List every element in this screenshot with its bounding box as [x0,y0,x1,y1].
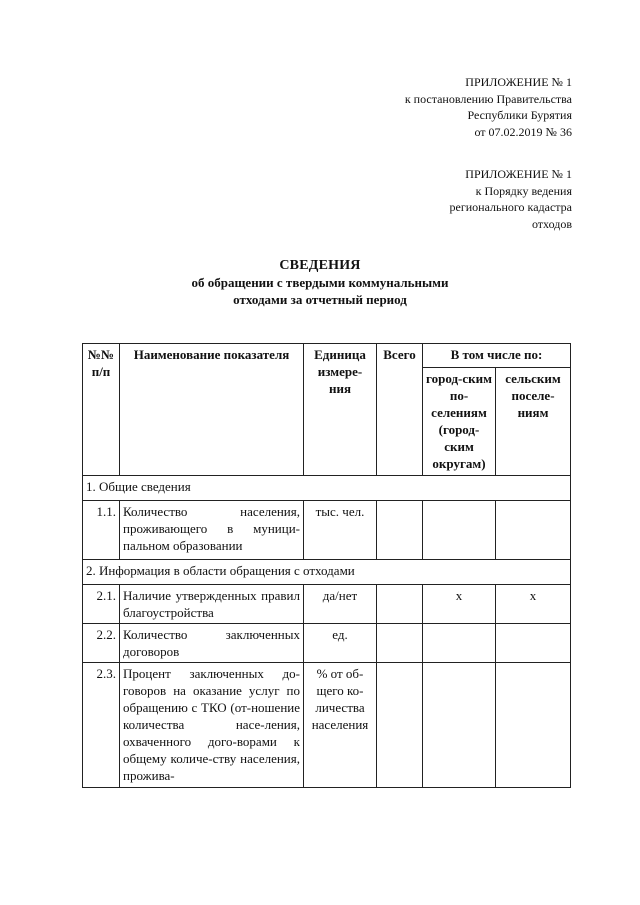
table-row [83,501,571,560]
header-including: В том числе по: [423,344,571,368]
row-unit: да/нет [304,585,377,624]
appendix-1-line-2: к постановлению Правительства [404,91,572,106]
appendix-2-line-4: отходов [531,216,572,231]
section-row [83,476,571,501]
row-total [377,585,423,624]
row-total [377,624,423,663]
row-rural [496,501,571,560]
title-main: СВЕДЕНИЯ [279,258,361,273]
row-urban [423,624,496,663]
header-unit: Единица измере-ния [304,344,377,476]
section-1-title: 1. Общие сведения [83,476,571,501]
header-total: Всего [377,344,423,476]
row-name: Количество заключенных договоров [120,624,304,663]
row-num: 2.1. [83,585,120,624]
appendix-2-block [450,166,572,232]
header-rural: сельским поселе-ниям [496,368,571,476]
header-num: №№ п/п [83,344,120,476]
row-unit: ед. [304,624,377,663]
table-row [83,585,571,624]
title-line-2: об обращении с твердыми коммунальными [191,275,449,290]
row-name: Процент заключенных до-говоров на оказание услуг по обращению с ТКО (от-ношение количества насе-ления, охваченного дого-ворами к общему количе-ству населения, прожива- [120,663,304,788]
row-total [377,663,423,788]
table-row [83,624,571,663]
appendix-1-line-4: от 07.02.2019 № 36 [474,124,572,139]
appendix-1-line-3: Республики Бурятия [467,108,572,122]
row-name: Количество населения, проживающего в муници-пальном образовании [120,501,304,560]
section-2-title: 2. Информация в области обращения с отходами [83,560,571,585]
section-row [83,560,571,585]
row-urban [423,501,496,560]
title-line-3: отходами за отчетный период [233,292,407,307]
appendix-1-block [405,74,572,140]
appendix-2-line-2: к Порядку ведения [475,183,572,198]
appendix-2-line-1: ПРИЛОЖЕНИЕ № 1 [465,167,572,181]
row-unit: тыс. чел. [304,501,377,560]
appendix-1-line-1: ПРИЛОЖЕНИЕ № 1 [465,75,572,89]
row-urban: x [423,585,496,624]
row-num: 1.1. [83,501,120,560]
header-urban: город-ским по-селениям (город-ским округам) [423,368,496,476]
row-rural [496,624,571,663]
appendix-2-line-3: регионального кадастра [449,200,572,214]
row-rural [496,663,571,788]
row-name: Наличие утвержденных правил благоустройства [120,585,304,624]
row-num: 2.2. [83,624,120,663]
row-unit: % от об-щего ко-личества населения [304,663,377,788]
header-name: Наименование показателя [120,344,304,476]
document-title [0,257,640,308]
data-table [82,343,571,788]
row-total [377,501,423,560]
table-row [83,663,571,788]
row-num: 2.3. [83,663,120,788]
row-rural: x [496,585,571,624]
row-urban [423,663,496,788]
